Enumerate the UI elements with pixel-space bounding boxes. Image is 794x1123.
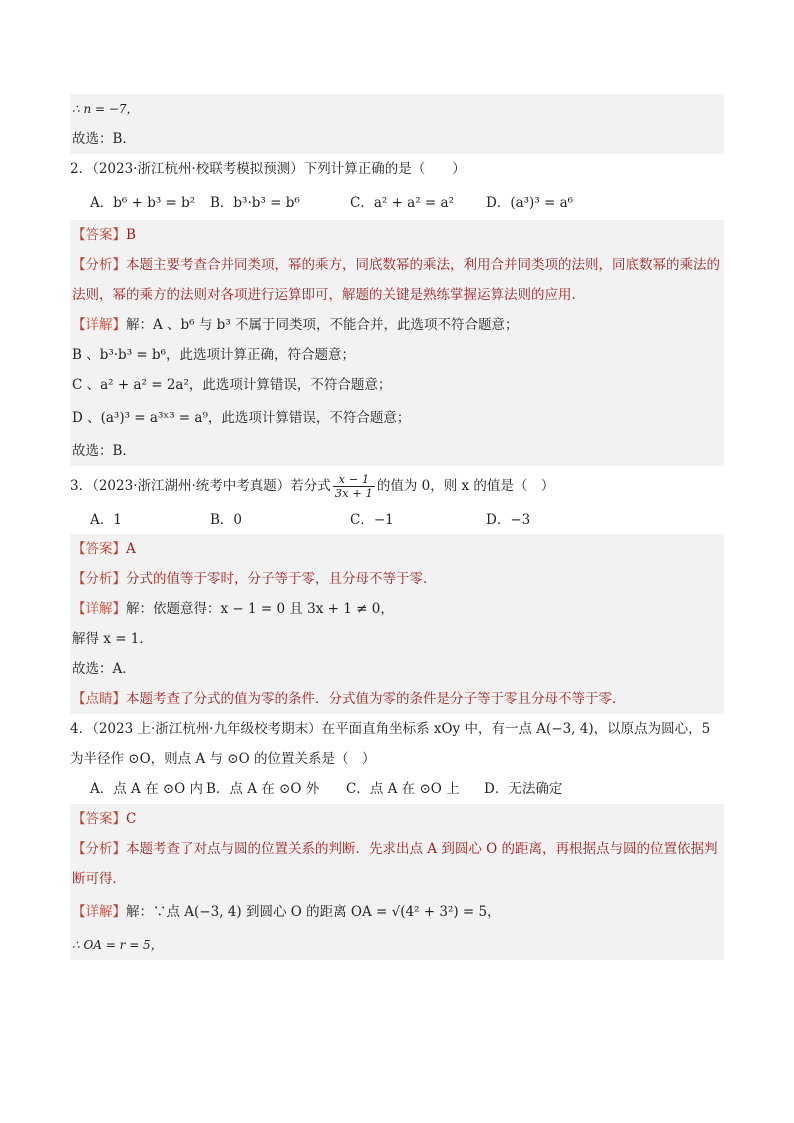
q3-option-c: C．−1 [350, 512, 394, 528]
question-4-stem: 4．（2023 上·浙江杭州·九年级校考期末）在平面直角坐标系 xOy 中，有一点 A(−3, 4)，以原点为圆心，5 为半径作 ⊙O，则点 A 与 ⊙O 的位置关系是（ ） [70, 721, 711, 767]
q4-detail-line-1 [70, 894, 724, 930]
q2-answer-line [70, 220, 724, 250]
q3-fraction-numerator: x − 1 [333, 473, 375, 487]
q4-detail-text: 解：∵点 A(−3, 4) 到圆心 O 的距离 OA = √(4² + 3²) = 5， [126, 904, 501, 920]
q3-answer: A [126, 541, 136, 557]
question-4-answer-block [70, 804, 724, 960]
q2-detail-line-1 [70, 310, 724, 340]
q2-analysis: 本题主要考查合并同类项，幂的乘方，同底数幂的乘法，利用合并同类项的法则，同底数幂的乘法的法则，幂的乘方的法则对各项进行运算即可，解题的关键是熟练掌握运算法则的应用． [72, 257, 720, 303]
q4-detail-line-2: ∴ OA = r = 5， [72, 938, 163, 952]
previous-answer-block [70, 94, 724, 154]
q4-option-a: A．点 A 在 ⊙O 内 [90, 781, 204, 797]
q4-option-c: C．点 A 在 ⊙O 上 [346, 781, 460, 797]
q3-option-a: A．1 [90, 512, 122, 528]
analysis-tag: 【分析】 [72, 257, 126, 273]
previous-choice-line: 故选：B． [72, 131, 136, 147]
q4-option-d: D．无法确定 [484, 781, 563, 797]
analysis-tag: 【分析】 [72, 841, 126, 857]
q2-option-c: C．a² + a² = a² [350, 195, 454, 211]
q3-detail-line-1 [70, 594, 724, 624]
point-tag: 【点睛】 [72, 691, 126, 707]
q3-fraction-denominator: 3x + 1 [334, 486, 373, 500]
detail-tag: 【详解】 [72, 904, 126, 920]
q3-detail-line-2: 解得 x = 1． [72, 631, 153, 647]
q2-detail-line-2: B 、b³·b³ = b⁶，此选项计算正确，符合题意； [72, 347, 356, 363]
q3-point: 本题考查了分式的值为零的条件．分式值为零的条件是分子等于零且分母不等于零． [126, 691, 626, 707]
q4-answer-line [70, 804, 724, 834]
q3-stem-post: 的值为 0，则 x 的值是（ ） [376, 478, 555, 494]
q2-detail-line-3: C 、a² + a² = 2a²，此选项计算错误，不符合题意； [72, 377, 392, 393]
q3-option-d: D．−3 [486, 512, 531, 528]
answer-tag: 【答案】 [72, 811, 126, 827]
q3-analysis-line [70, 564, 724, 594]
q3-detail-text: 解：依题意得：x − 1 = 0 且 3x + 1 ≠ 0， [126, 601, 394, 617]
answer-tag: 【答案】 [72, 541, 126, 557]
document-page [70, 94, 724, 960]
q2-detail-text: 解：A 、b⁶ 与 b³ 不属于同类项，不能合并，此选项不符合题意； [126, 317, 519, 333]
q3-detail-line-3: 故选：A． [72, 661, 136, 677]
q3-stem-pre: 3．（2023·浙江湖州·统考中考真题）若分式 [70, 478, 331, 494]
question-2-stem: 2．（2023·浙江杭州·校联考模拟预测）下列计算正确的是（ ） [70, 161, 466, 177]
question-4-options [70, 774, 724, 804]
q3-fraction [333, 473, 375, 500]
q3-option-b: B．0 [210, 512, 243, 528]
question-2-answer-block [70, 220, 724, 466]
question-3-answer-block [70, 534, 724, 714]
q3-point-line [70, 684, 724, 714]
q2-detail-line-4: D 、(a³)³ = a³ˣ³ = a⁹，此选项计算错误，不符合题意； [72, 410, 411, 426]
question-2-options [70, 186, 724, 220]
q2-option-b: B．b³·b³ = b⁶ [210, 195, 300, 211]
question-3-options [70, 506, 724, 534]
q4-option-b: B．点 A 在 ⊙O 外 [206, 781, 320, 797]
q3-analysis: 分式的值等于零时，分子等于零，且分母不等于零． [126, 571, 437, 587]
q2-option-d: D．(a³)³ = a⁶ [486, 195, 574, 211]
q2-detail-line-5: 故选：B． [72, 443, 136, 459]
q4-analysis: 本题考查了对点与圆的位置关系的判断．先求出点 A 到圆心 O 的距离，再根据点与圆的位置依据判断可得． [72, 841, 718, 887]
previous-detail-line: ∴ n = −7， [72, 102, 139, 116]
answer-tag: 【答案】 [72, 227, 126, 243]
q2-answer: B [126, 227, 136, 243]
q4-answer: C [126, 811, 137, 827]
question-3-stem [70, 466, 724, 506]
q2-option-a: A．b⁶ + b³ = b² [90, 195, 196, 211]
detail-tag: 【详解】 [72, 317, 126, 333]
detail-tag: 【详解】 [72, 601, 126, 617]
q3-answer-line [70, 534, 724, 564]
q4-analysis-line [70, 834, 724, 894]
q2-analysis-line [70, 250, 724, 310]
analysis-tag: 【分析】 [72, 571, 126, 587]
